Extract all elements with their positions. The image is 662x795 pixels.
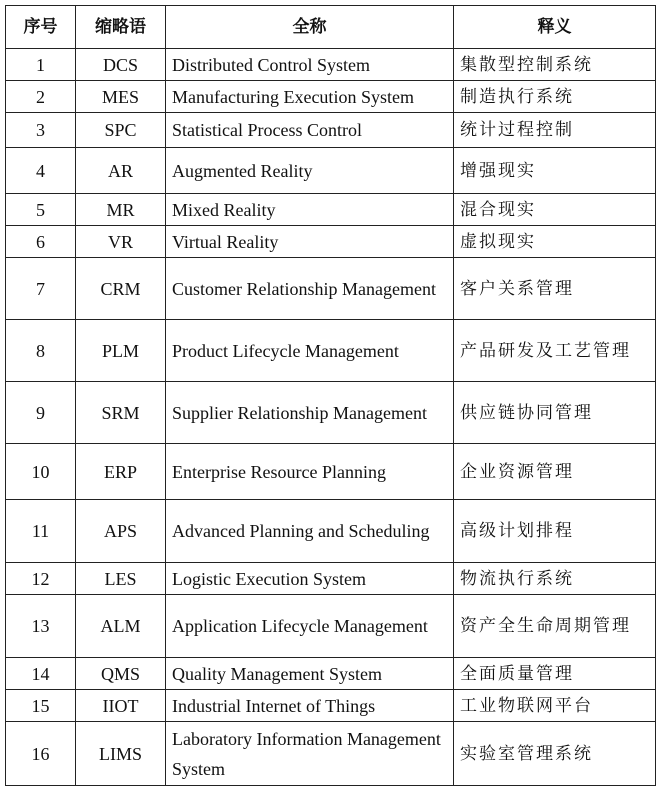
row-full-name: Laboratory Information Management System — [166, 722, 454, 786]
row-meaning: 统计过程控制 — [454, 113, 656, 148]
row-meaning: 供应链协同管理 — [454, 382, 656, 444]
row-full-name: Application Lifecycle Management — [166, 595, 454, 658]
row-meaning: 全面质量管理 — [454, 658, 656, 690]
table-row — [6, 658, 656, 690]
row-number: 2 — [6, 81, 76, 113]
row-abbreviation: AR — [76, 148, 166, 194]
row-abbreviation: VR — [76, 226, 166, 258]
row-full-name: Industrial Internet of Things — [166, 690, 454, 722]
row-number: 7 — [6, 258, 76, 320]
row-number: 1 — [6, 49, 76, 81]
abbreviation-table — [5, 5, 656, 786]
row-full-name: Supplier Relationship Management — [166, 382, 454, 444]
table-row — [6, 320, 656, 382]
row-meaning: 制造执行系统 — [454, 81, 656, 113]
header-no: 序号 — [6, 6, 76, 49]
table-row — [6, 81, 656, 113]
row-abbreviation: ALM — [76, 595, 166, 658]
table-row — [6, 49, 656, 81]
row-abbreviation: SRM — [76, 382, 166, 444]
row-meaning: 实验室管理系统 — [454, 722, 656, 786]
row-number: 14 — [6, 658, 76, 690]
row-meaning: 资产全生命周期管理 — [454, 595, 656, 658]
row-abbreviation: PLM — [76, 320, 166, 382]
header-row — [6, 6, 656, 49]
row-number: 3 — [6, 113, 76, 148]
table-row — [6, 226, 656, 258]
header-meaning: 释义 — [454, 6, 656, 49]
row-meaning: 产品研发及工艺管理 — [454, 320, 656, 382]
row-full-name: Enterprise Resource Planning — [166, 444, 454, 500]
row-number: 4 — [6, 148, 76, 194]
table-row — [6, 113, 656, 148]
row-full-name: Manufacturing Execution System — [166, 81, 454, 113]
row-full-name: Distributed Control System — [166, 49, 454, 81]
row-abbreviation: SPC — [76, 113, 166, 148]
row-meaning: 集散型控制系统 — [454, 49, 656, 81]
header-full-name: 全称 — [166, 6, 454, 49]
row-full-name: Advanced Planning and Scheduling — [166, 500, 454, 563]
row-abbreviation: CRM — [76, 258, 166, 320]
row-meaning: 增强现实 — [454, 148, 656, 194]
row-full-name: Statistical Process Control — [166, 113, 454, 148]
row-meaning: 企业资源管理 — [454, 444, 656, 500]
row-abbreviation: APS — [76, 500, 166, 563]
table-row — [6, 382, 656, 444]
row-abbreviation: QMS — [76, 658, 166, 690]
table-row — [6, 194, 656, 226]
row-abbreviation: MES — [76, 81, 166, 113]
table-row — [6, 722, 656, 786]
row-abbreviation: LES — [76, 563, 166, 595]
row-full-name: Product Lifecycle Management — [166, 320, 454, 382]
row-number: 15 — [6, 690, 76, 722]
row-number: 5 — [6, 194, 76, 226]
row-meaning: 客户关系管理 — [454, 258, 656, 320]
row-abbreviation: LIMS — [76, 722, 166, 786]
row-meaning: 工业物联网平台 — [454, 690, 656, 722]
row-meaning: 物流执行系统 — [454, 563, 656, 595]
table-row — [6, 258, 656, 320]
row-abbreviation: MR — [76, 194, 166, 226]
row-abbreviation: IIOT — [76, 690, 166, 722]
table-row — [6, 148, 656, 194]
table-row — [6, 500, 656, 563]
row-number: 9 — [6, 382, 76, 444]
row-full-name: Customer Relationship Management — [166, 258, 454, 320]
row-meaning: 虚拟现实 — [454, 226, 656, 258]
row-abbreviation: DCS — [76, 49, 166, 81]
row-full-name: Logistic Execution System — [166, 563, 454, 595]
row-number: 6 — [6, 226, 76, 258]
table-row — [6, 563, 656, 595]
row-number: 10 — [6, 444, 76, 500]
row-meaning: 混合现实 — [454, 194, 656, 226]
row-full-name: Augmented Reality — [166, 148, 454, 194]
row-number: 11 — [6, 500, 76, 563]
table-body — [6, 49, 656, 786]
table-row — [6, 690, 656, 722]
row-number: 12 — [6, 563, 76, 595]
row-number: 13 — [6, 595, 76, 658]
row-full-name: Virtual Reality — [166, 226, 454, 258]
header-abbr: 缩略语 — [76, 6, 166, 49]
row-full-name: Mixed Reality — [166, 194, 454, 226]
table-row — [6, 595, 656, 658]
row-number: 16 — [6, 722, 76, 786]
table-row — [6, 444, 656, 500]
row-number: 8 — [6, 320, 76, 382]
row-full-name: Quality Management System — [166, 658, 454, 690]
row-abbreviation: ERP — [76, 444, 166, 500]
row-meaning: 高级计划排程 — [454, 500, 656, 563]
